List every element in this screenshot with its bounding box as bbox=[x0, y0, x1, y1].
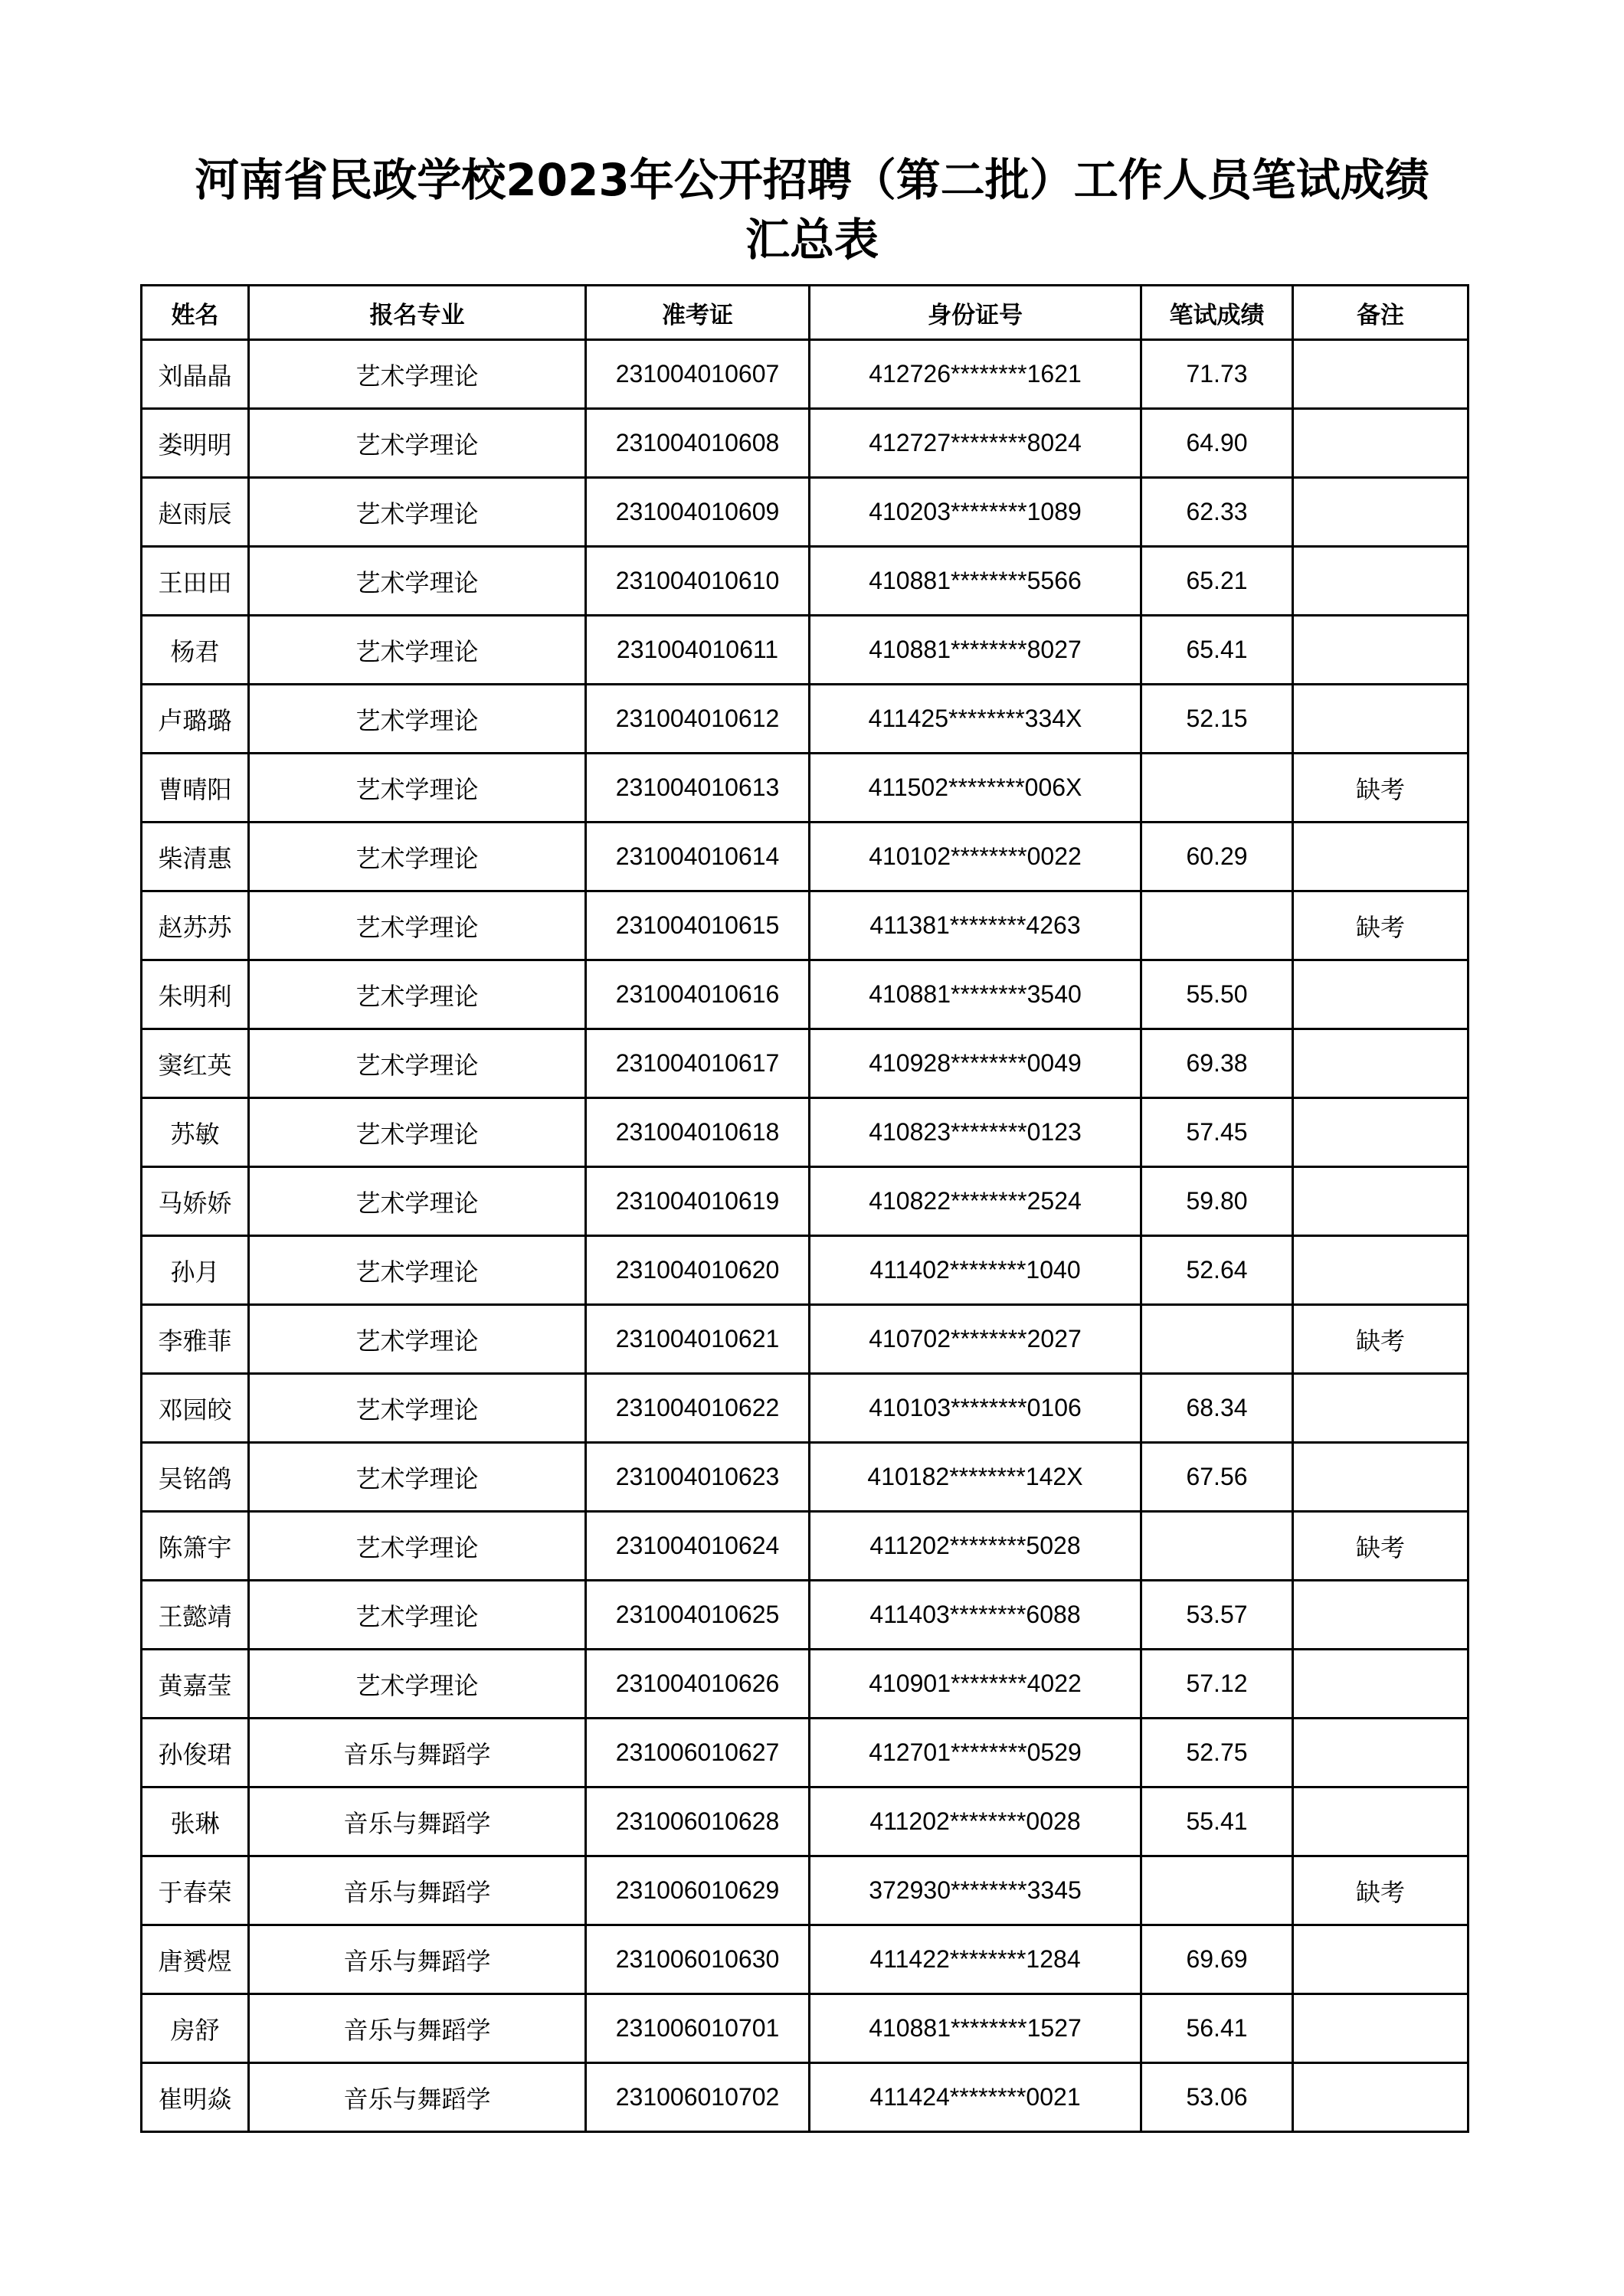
cell-major: 音乐与舞蹈学 bbox=[249, 1856, 586, 1925]
cell-score: 55.41 bbox=[1141, 1787, 1293, 1856]
cell-score: 69.38 bbox=[1141, 1029, 1293, 1098]
table-row bbox=[142, 547, 1468, 616]
cell-id-number: 410928********0049 bbox=[810, 1029, 1141, 1098]
page-title-continued: 汇总表 bbox=[745, 214, 879, 266]
cell-name: 杨君 bbox=[142, 616, 249, 685]
table-row bbox=[142, 1925, 1468, 1994]
cell-remark bbox=[1293, 1787, 1468, 1856]
cell-remark bbox=[1293, 1925, 1468, 1994]
table-row bbox=[142, 1374, 1468, 1443]
page-title: 河南省民政学校2023年公开招聘（第二批）工作人员笔试成绩 bbox=[195, 154, 1429, 206]
cell-score: 59.80 bbox=[1141, 1167, 1293, 1236]
cell-ticket: 231006010629 bbox=[586, 1856, 810, 1925]
cell-id-number: 411403********6088 bbox=[810, 1581, 1141, 1650]
cell-score: 67.56 bbox=[1141, 1443, 1293, 1512]
cell-ticket: 231004010624 bbox=[586, 1512, 810, 1581]
cell-major: 艺术学理论 bbox=[249, 1098, 586, 1167]
cell-remark bbox=[1293, 960, 1468, 1029]
cell-ticket: 231004010616 bbox=[586, 960, 810, 1029]
cell-score bbox=[1141, 891, 1293, 960]
cell-remark bbox=[1293, 1581, 1468, 1650]
cell-ticket: 231004010618 bbox=[586, 1098, 810, 1167]
table-row bbox=[142, 960, 1468, 1029]
header-name: 姓名 bbox=[142, 286, 249, 340]
cell-ticket: 231004010619 bbox=[586, 1167, 810, 1236]
cell-ticket: 231006010702 bbox=[586, 2063, 810, 2132]
cell-remark bbox=[1293, 1650, 1468, 1719]
header-id-number: 身份证号 bbox=[810, 286, 1141, 340]
cell-major: 艺术学理论 bbox=[249, 340, 586, 409]
cell-remark bbox=[1293, 547, 1468, 616]
cell-remark bbox=[1293, 616, 1468, 685]
table-row bbox=[142, 1443, 1468, 1512]
cell-name: 黄嘉莹 bbox=[142, 1650, 249, 1719]
cell-score: 65.21 bbox=[1141, 547, 1293, 616]
cell-ticket: 231006010628 bbox=[586, 1787, 810, 1856]
table-row bbox=[142, 340, 1468, 409]
table-row bbox=[142, 1994, 1468, 2063]
header-major: 报名专业 bbox=[249, 286, 586, 340]
cell-ticket: 231004010611 bbox=[586, 616, 810, 685]
cell-remark bbox=[1293, 685, 1468, 754]
cell-id-number: 410901********4022 bbox=[810, 1650, 1141, 1719]
cell-name: 刘晶晶 bbox=[142, 340, 249, 409]
cell-major: 艺术学理论 bbox=[249, 1305, 586, 1374]
cell-score: 60.29 bbox=[1141, 823, 1293, 891]
header-ticket: 准考证 bbox=[586, 286, 810, 340]
cell-remark bbox=[1293, 1236, 1468, 1305]
cell-name: 朱明利 bbox=[142, 960, 249, 1029]
cell-name: 赵苏苏 bbox=[142, 891, 249, 960]
cell-name: 唐赟煜 bbox=[142, 1925, 249, 1994]
cell-score: 69.69 bbox=[1141, 1925, 1293, 1994]
cell-name: 张琳 bbox=[142, 1787, 249, 1856]
cell-ticket: 231004010617 bbox=[586, 1029, 810, 1098]
cell-major: 音乐与舞蹈学 bbox=[249, 1787, 586, 1856]
cell-major: 艺术学理论 bbox=[249, 1650, 586, 1719]
cell-remark bbox=[1293, 823, 1468, 891]
cell-remark bbox=[1293, 1719, 1468, 1787]
cell-major: 艺术学理论 bbox=[249, 1236, 586, 1305]
table-row bbox=[142, 1098, 1468, 1167]
table-row bbox=[142, 1856, 1468, 1925]
cell-score bbox=[1141, 1856, 1293, 1925]
table-row bbox=[142, 1029, 1468, 1098]
cell-id-number: 411402********1040 bbox=[810, 1236, 1141, 1305]
cell-major: 艺术学理论 bbox=[249, 409, 586, 478]
table-row bbox=[142, 1650, 1468, 1719]
cell-remark bbox=[1293, 1443, 1468, 1512]
cell-remark bbox=[1293, 1994, 1468, 2063]
cell-name: 马娇娇 bbox=[142, 1167, 249, 1236]
cell-major: 艺术学理论 bbox=[249, 1029, 586, 1098]
cell-id-number: 410182********142X bbox=[810, 1443, 1141, 1512]
cell-remark bbox=[1293, 340, 1468, 409]
cell-id-number: 410881********5566 bbox=[810, 547, 1141, 616]
cell-score: 52.64 bbox=[1141, 1236, 1293, 1305]
cell-name: 卢璐璐 bbox=[142, 685, 249, 754]
table-row bbox=[142, 2063, 1468, 2132]
cell-major: 艺术学理论 bbox=[249, 547, 586, 616]
cell-ticket: 231006010630 bbox=[586, 1925, 810, 1994]
cell-id-number: 410881********3540 bbox=[810, 960, 1141, 1029]
cell-ticket: 231006010627 bbox=[586, 1719, 810, 1787]
cell-major: 艺术学理论 bbox=[249, 1167, 586, 1236]
cell-name: 吴铭鸽 bbox=[142, 1443, 249, 1512]
cell-name: 于春荣 bbox=[142, 1856, 249, 1925]
cell-ticket: 231004010613 bbox=[586, 754, 810, 823]
cell-id-number: 410203********1089 bbox=[810, 478, 1141, 547]
cell-remark: 缺考 bbox=[1293, 754, 1468, 823]
cell-major: 艺术学理论 bbox=[249, 823, 586, 891]
cell-remark bbox=[1293, 1374, 1468, 1443]
table-row bbox=[142, 1236, 1468, 1305]
cell-name: 李雅菲 bbox=[142, 1305, 249, 1374]
table-row bbox=[142, 685, 1468, 754]
cell-remark: 缺考 bbox=[1293, 1512, 1468, 1581]
cell-remark: 缺考 bbox=[1293, 1856, 1468, 1925]
cell-name: 曹晴阳 bbox=[142, 754, 249, 823]
table-row bbox=[142, 409, 1468, 478]
cell-id-number: 410102********0022 bbox=[810, 823, 1141, 891]
cell-remark bbox=[1293, 478, 1468, 547]
cell-remark bbox=[1293, 1167, 1468, 1236]
cell-score: 53.06 bbox=[1141, 2063, 1293, 2132]
cell-id-number: 372930********3345 bbox=[810, 1856, 1141, 1925]
cell-score: 65.41 bbox=[1141, 616, 1293, 685]
cell-major: 艺术学理论 bbox=[249, 1443, 586, 1512]
cell-name: 窦红英 bbox=[142, 1029, 249, 1098]
cell-name: 苏敏 bbox=[142, 1098, 249, 1167]
cell-remark bbox=[1293, 2063, 1468, 2132]
cell-remark bbox=[1293, 1098, 1468, 1167]
cell-ticket: 231004010622 bbox=[586, 1374, 810, 1443]
cell-name: 孙月 bbox=[142, 1236, 249, 1305]
cell-id-number: 412726********1621 bbox=[810, 340, 1141, 409]
cell-major: 艺术学理论 bbox=[249, 478, 586, 547]
cell-name: 王田田 bbox=[142, 547, 249, 616]
table-row bbox=[142, 1512, 1468, 1581]
table-row bbox=[142, 1167, 1468, 1236]
cell-major: 艺术学理论 bbox=[249, 616, 586, 685]
cell-ticket: 231006010701 bbox=[586, 1994, 810, 2063]
cell-name: 陈箫宇 bbox=[142, 1512, 249, 1581]
cell-id-number: 411381********4263 bbox=[810, 891, 1141, 960]
cell-major: 音乐与舞蹈学 bbox=[249, 1925, 586, 1994]
cell-score bbox=[1141, 754, 1293, 823]
cell-id-number: 411502********006X bbox=[810, 754, 1141, 823]
table-row bbox=[142, 823, 1468, 891]
cell-name: 孙俊珺 bbox=[142, 1719, 249, 1787]
cell-ticket: 231004010607 bbox=[586, 340, 810, 409]
cell-major: 艺术学理论 bbox=[249, 1512, 586, 1581]
cell-major: 艺术学理论 bbox=[249, 1581, 586, 1650]
cell-id-number: 410823********0123 bbox=[810, 1098, 1141, 1167]
cell-ticket: 231004010621 bbox=[586, 1305, 810, 1374]
cell-name: 赵雨辰 bbox=[142, 478, 249, 547]
cell-ticket: 231004010608 bbox=[586, 409, 810, 478]
table-row bbox=[142, 478, 1468, 547]
cell-id-number: 410103********0106 bbox=[810, 1374, 1141, 1443]
cell-ticket: 231004010610 bbox=[586, 547, 810, 616]
cell-score bbox=[1141, 1512, 1293, 1581]
cell-score: 68.34 bbox=[1141, 1374, 1293, 1443]
header-score: 笔试成绩 bbox=[1141, 286, 1293, 340]
cell-name: 崔明焱 bbox=[142, 2063, 249, 2132]
cell-name: 邓园皎 bbox=[142, 1374, 249, 1443]
cell-id-number: 411425********334X bbox=[810, 685, 1141, 754]
cell-score: 71.73 bbox=[1141, 340, 1293, 409]
cell-ticket: 231004010625 bbox=[586, 1581, 810, 1650]
cell-id-number: 410881********1527 bbox=[810, 1994, 1141, 2063]
cell-score bbox=[1141, 1305, 1293, 1374]
cell-ticket: 231004010612 bbox=[586, 685, 810, 754]
cell-ticket: 231004010614 bbox=[586, 823, 810, 891]
cell-ticket: 231004010609 bbox=[586, 478, 810, 547]
cell-name: 娄明明 bbox=[142, 409, 249, 478]
cell-major: 音乐与舞蹈学 bbox=[249, 1719, 586, 1787]
cell-name: 王懿靖 bbox=[142, 1581, 249, 1650]
table-row bbox=[142, 1581, 1468, 1650]
cell-id-number: 411424********0021 bbox=[810, 2063, 1141, 2132]
cell-name: 房舒 bbox=[142, 1994, 249, 2063]
cell-major: 艺术学理论 bbox=[249, 685, 586, 754]
cell-id-number: 411422********1284 bbox=[810, 1925, 1141, 1994]
score-table bbox=[140, 284, 1469, 2133]
cell-score: 62.33 bbox=[1141, 478, 1293, 547]
cell-major: 音乐与舞蹈学 bbox=[249, 1994, 586, 2063]
cell-score: 56.41 bbox=[1141, 1994, 1293, 2063]
cell-score: 55.50 bbox=[1141, 960, 1293, 1029]
table-row bbox=[142, 1787, 1468, 1856]
cell-remark: 缺考 bbox=[1293, 891, 1468, 960]
table-body bbox=[142, 340, 1468, 2132]
table-row bbox=[142, 1305, 1468, 1374]
cell-remark: 缺考 bbox=[1293, 1305, 1468, 1374]
table-row bbox=[142, 1719, 1468, 1787]
cell-major: 艺术学理论 bbox=[249, 891, 586, 960]
cell-id-number: 410822********2524 bbox=[810, 1167, 1141, 1236]
header-remark: 备注 bbox=[1293, 286, 1468, 340]
cell-score: 52.15 bbox=[1141, 685, 1293, 754]
cell-id-number: 410881********8027 bbox=[810, 616, 1141, 685]
cell-id-number: 410702********2027 bbox=[810, 1305, 1141, 1374]
cell-score: 52.75 bbox=[1141, 1719, 1293, 1787]
table-header-row bbox=[142, 286, 1468, 340]
cell-ticket: 231004010626 bbox=[586, 1650, 810, 1719]
cell-major: 艺术学理论 bbox=[249, 960, 586, 1029]
cell-score: 53.57 bbox=[1141, 1581, 1293, 1650]
cell-id-number: 412701********0529 bbox=[810, 1719, 1141, 1787]
cell-id-number: 411202********5028 bbox=[810, 1512, 1141, 1581]
cell-ticket: 231004010615 bbox=[586, 891, 810, 960]
table-row bbox=[142, 891, 1468, 960]
table-row bbox=[142, 616, 1468, 685]
cell-score: 64.90 bbox=[1141, 409, 1293, 478]
cell-major: 艺术学理论 bbox=[249, 754, 586, 823]
cell-remark bbox=[1293, 409, 1468, 478]
cell-score: 57.12 bbox=[1141, 1650, 1293, 1719]
cell-id-number: 411202********0028 bbox=[810, 1787, 1141, 1856]
cell-major: 艺术学理论 bbox=[249, 1374, 586, 1443]
cell-ticket: 231004010623 bbox=[586, 1443, 810, 1512]
cell-remark bbox=[1293, 1029, 1468, 1098]
cell-score: 57.45 bbox=[1141, 1098, 1293, 1167]
cell-name: 柴清惠 bbox=[142, 823, 249, 891]
cell-ticket: 231004010620 bbox=[586, 1236, 810, 1305]
cell-id-number: 412727********8024 bbox=[810, 409, 1141, 478]
cell-major: 音乐与舞蹈学 bbox=[249, 2063, 586, 2132]
table-row bbox=[142, 754, 1468, 823]
